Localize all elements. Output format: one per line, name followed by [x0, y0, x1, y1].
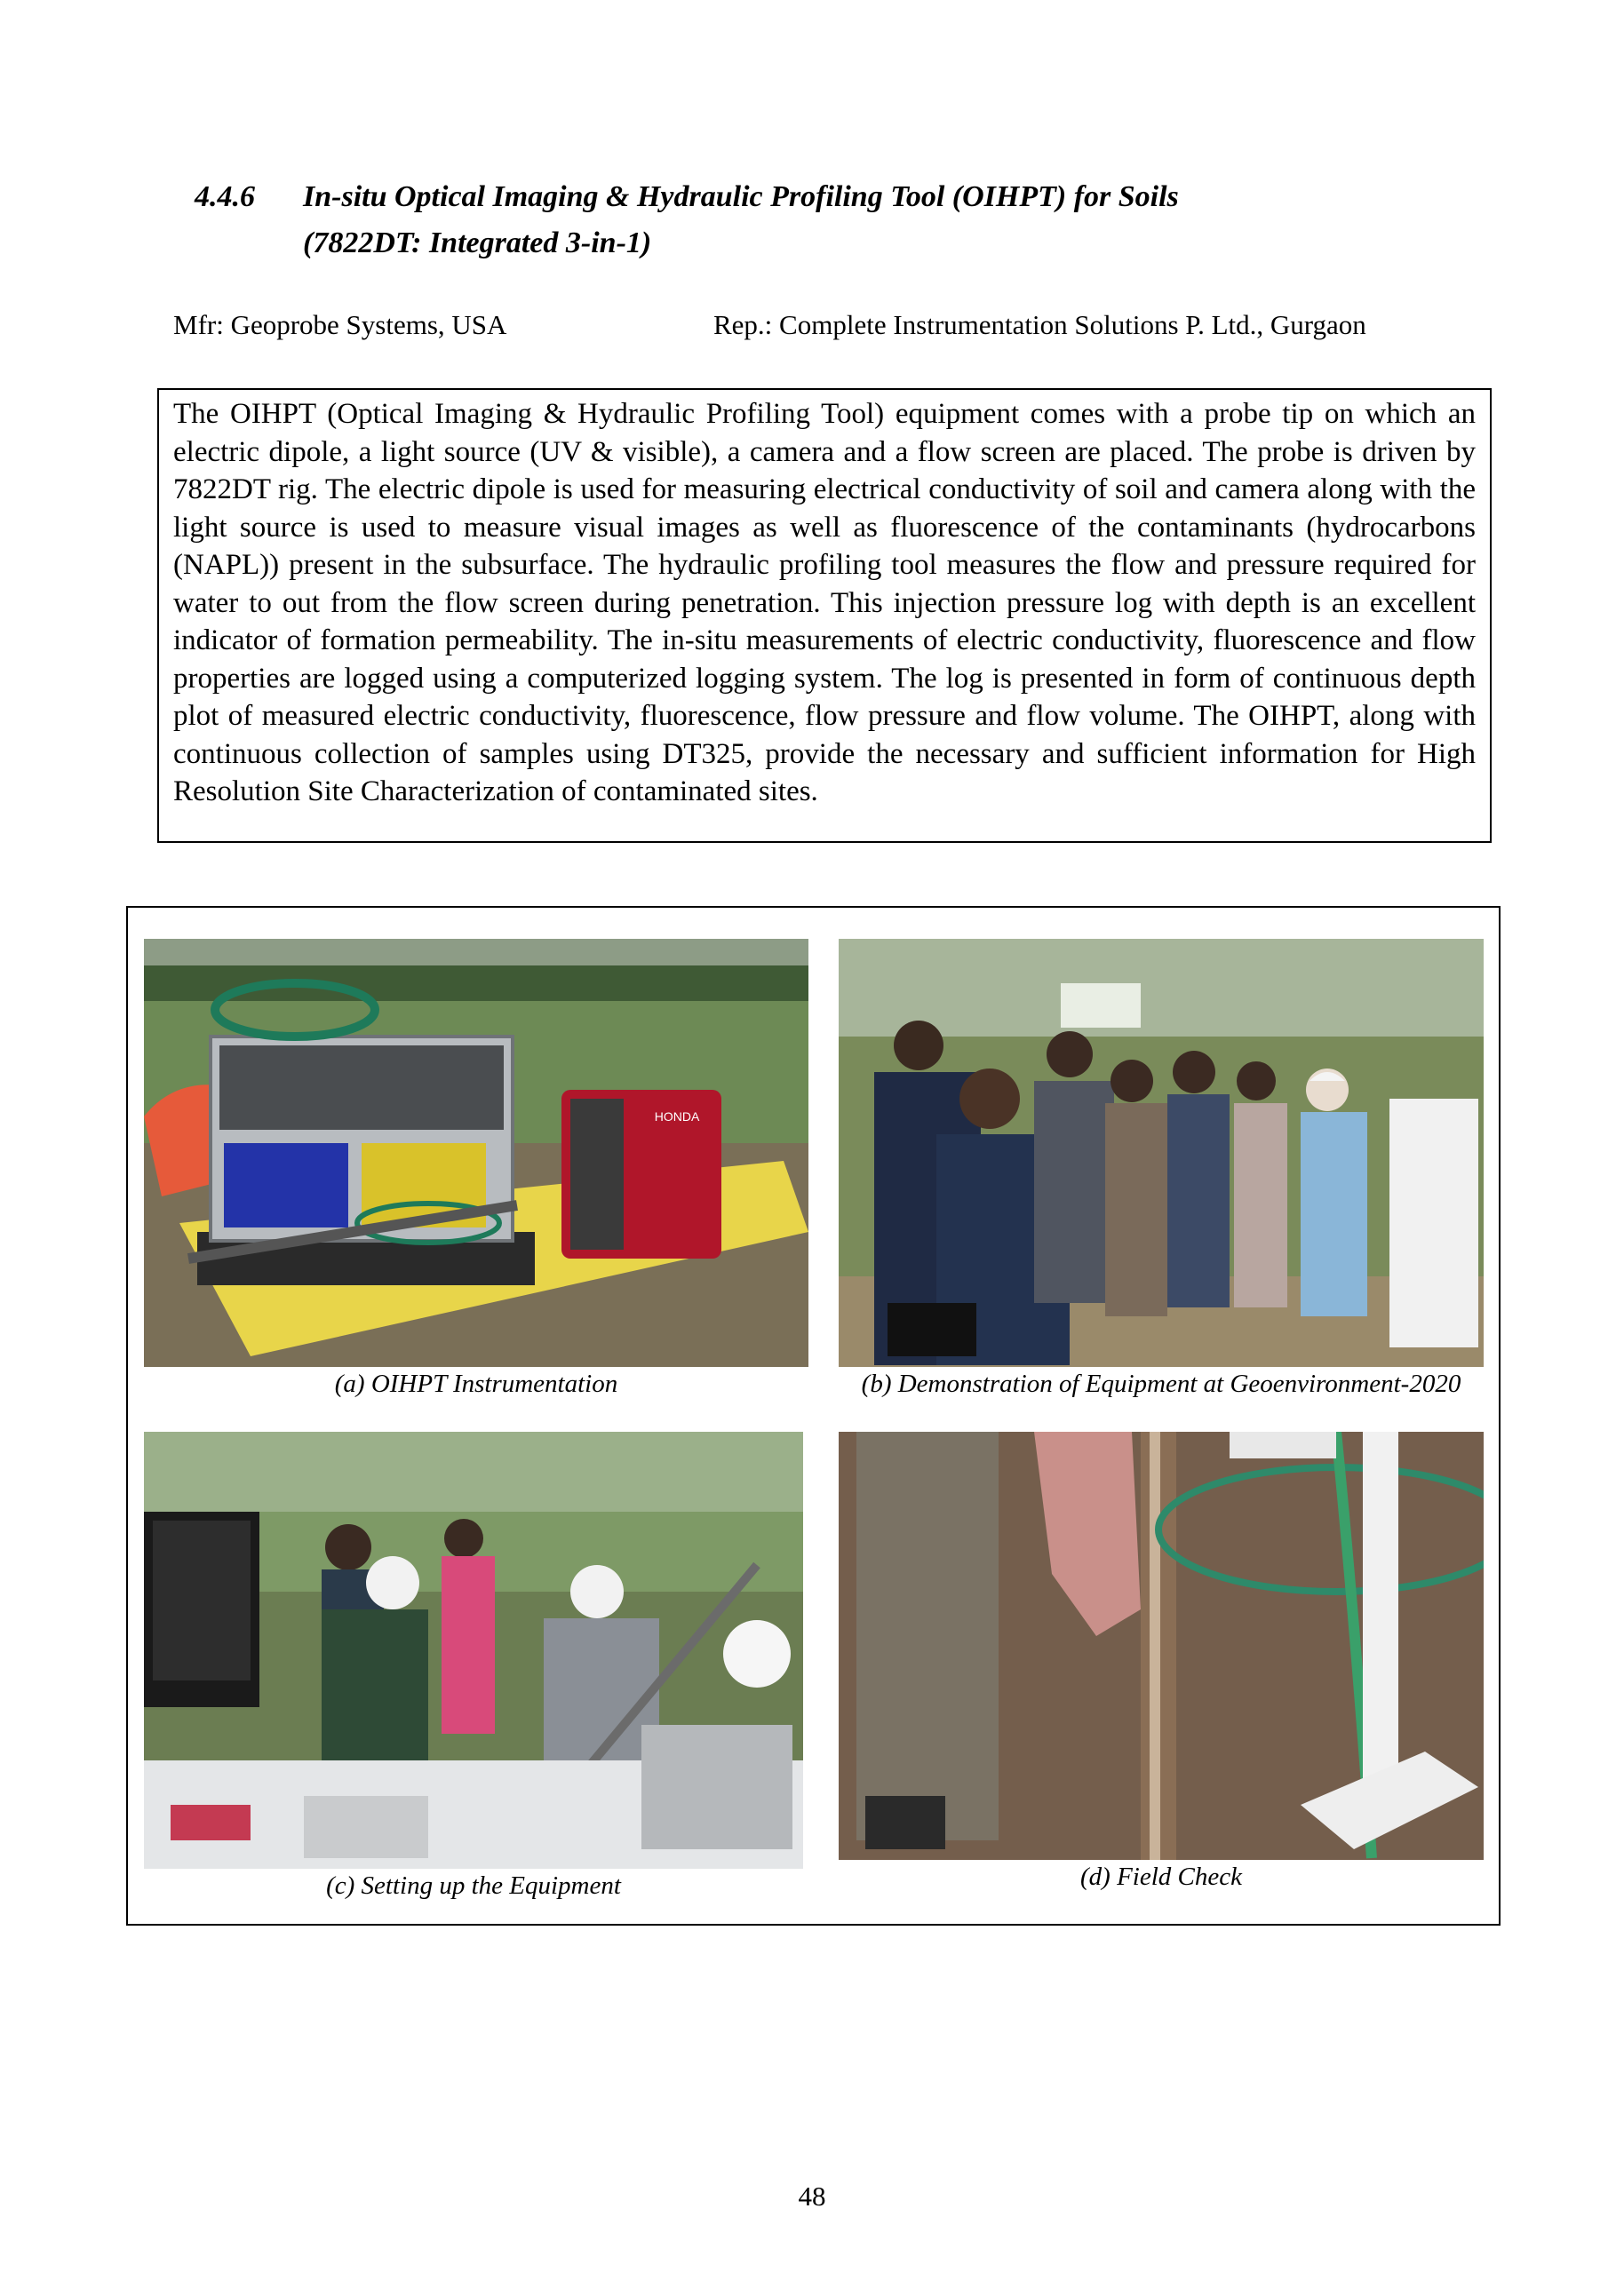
caption-a: (a) OIHPT Instrumentation	[334, 1370, 618, 1398]
section-title-line-2: (7822DT: Integrated 3-in-1)	[303, 226, 652, 259]
section-title-line-1: In-situ Optical Imaging & Hydraulic Profiling Tool (OIHPT) for Soils	[303, 180, 1179, 213]
caption-d: (d) Field Check	[1080, 1863, 1242, 1891]
representative-text: Rep.: Complete Instrumentation Solutions P. Ltd., Gurgaon	[713, 309, 1366, 340]
page-number: 48	[798, 2181, 826, 2212]
photo-field-check	[839, 1432, 1484, 1860]
photo-setting-up	[144, 1432, 803, 1869]
caption-b: (b) Demonstration of Equipment at Geoenvironment-2020	[861, 1370, 1461, 1398]
caption-c: (c) Setting up the Equipment	[326, 1871, 621, 1900]
section-number: 4.4.6	[195, 180, 255, 213]
photo-demonstration	[839, 939, 1484, 1367]
description-box	[157, 388, 1492, 843]
description-text: The OIHPT (Optical Imaging & Hydraulic Profiling Tool) equipment comes with a probe tip on which an electric dipole, a light source (UV & visible), a camera and a flow screen are placed. The probe is driven by 7822DT rig. The electric dipole is used for measuring electrical conductivity of soil and camera along with the light source is used to measure visual images as well as fluorescence of the contaminants (hydrocarbons (NAPL)) present in the subsurface. The hydraulic profiling tool measures the flow and pressure required for water to out from the flow screen during penetration. This injection pressure log with depth is an excellent indicator of formation permeability. The in-situ measurements of electric conductivity, fluorescence and flow properties are logged using a computerized logging system. The log is presented in form of continuous depth plot of measured electric conductivity, fluorescence, flow pressure and flow volume. The OIHPT, along with continuous collection of samples using DT325, provide the necessary and sufficient information for High Resolution Site Characterization of contaminated sites.	[173, 398, 1476, 807]
generator-brand-label: HONDA	[654, 1109, 700, 1124]
manufacturer-text: Mfr: Geoprobe Systems, USA	[173, 309, 507, 340]
photo-oihpt-instrumentation	[144, 939, 808, 1367]
figure-panel	[126, 906, 1501, 1926]
